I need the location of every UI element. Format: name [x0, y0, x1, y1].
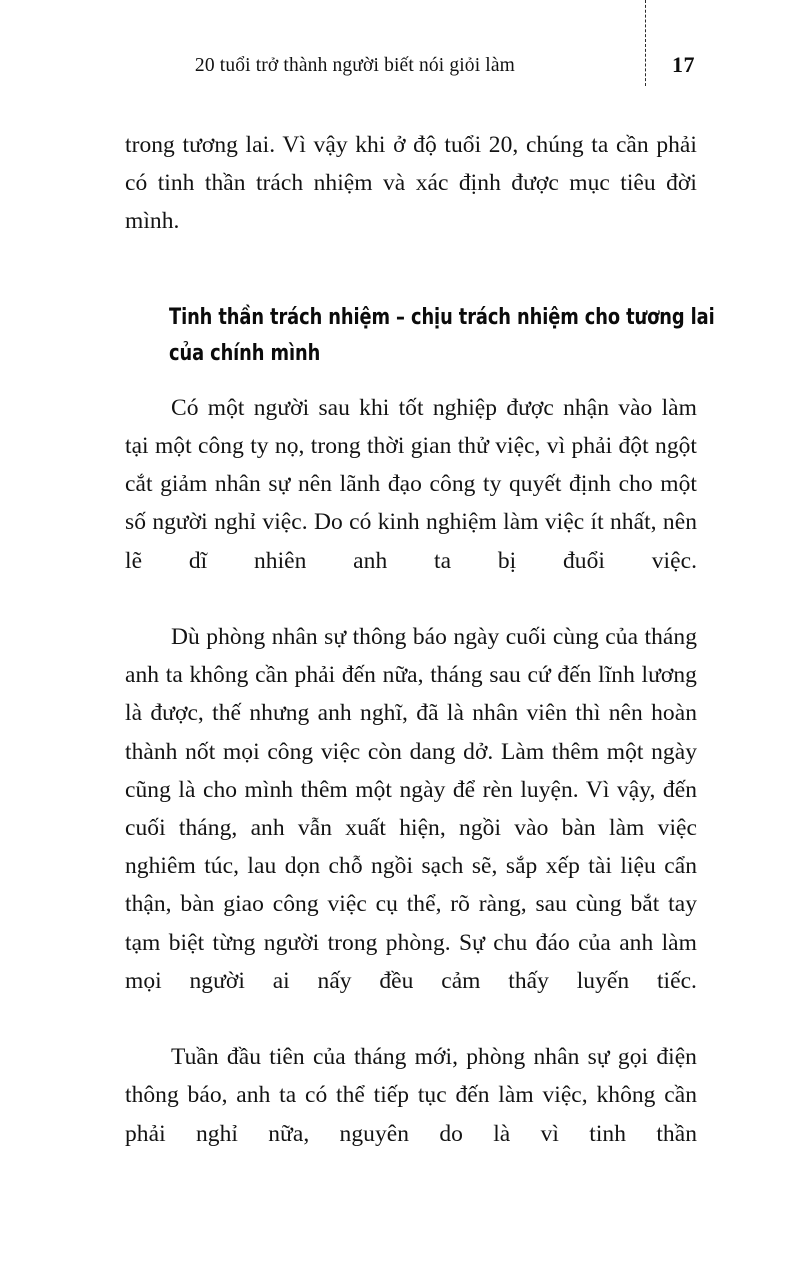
paragraph-story-intro: Có một người sau khi tốt nghiệp được nhận vào làm tại một công ty nọ, trong thời gian thử việc, vì phải đột ngột cắt giảm nhân sự nên lãnh đạo công ty quyết định cho một số người nghỉ việc. Do có kinh nghiệm làm việc ít nhất, nên lẽ dĩ nhiên anh ta bị đuổi việc. [125, 394, 698, 574]
spacer-before-heading [125, 279, 697, 299]
spacer-after-heading [125, 371, 697, 389]
running-header [125, 52, 695, 86]
paragraph-continuation: trong tương lai. Vì vậy khi ở độ tuổi 20, chúng ta cần phải có tinh thần trách nhiệm và xác định được mục tiêu đời mình. [125, 132, 697, 235]
running-header-title: 20 tuổi trở thành người biết nói giỏi làm [194, 55, 515, 76]
section-heading: Tinh thần trách nhiệm – chịu trách nhiệm cho tương lai của chính mình [169, 303, 715, 366]
page-number: 17 [672, 52, 695, 77]
page-text-block [125, 126, 715, 1191]
paragraph-story-body: Dù phòng nhân sự thông báo ngày cuối cùng của tháng anh ta không cần phải đến nữa, tháng sau cứ đến lĩnh lương là được, thế nhưng anh nghĩ, đã là nhân viên thì nên hoàn thành nốt mọi công việc còn dang dở. Làm thêm một ngày cũng là cho mình thêm một ngày để rèn luyện. Vì vậy, đến cuối tháng, anh vẫn xuất hiện, ngồi vào bàn làm việc nghiêm túc, lau dọn chỗ ngồi sạch sẽ, sắp xếp tài liệu cẩn thận, bàn giao công việc cụ thể, rõ ràng, sau cùng bắt tay tạm biệt từng người trong phòng. Sự chu đáo của anh làm mọi người ai nấy đều cảm thấy luyến tiếc. [125, 624, 697, 994]
header-divider-dotted-rule [645, 0, 646, 86]
paragraph-story-conclusion: Tuần đầu tiên của tháng mới, phòng nhân sự gọi điện thông báo, anh ta có thể tiếp tục đến làm việc, không cần phải nghỉ nữa, nguyên do là vì tinh thần [125, 1044, 697, 1147]
